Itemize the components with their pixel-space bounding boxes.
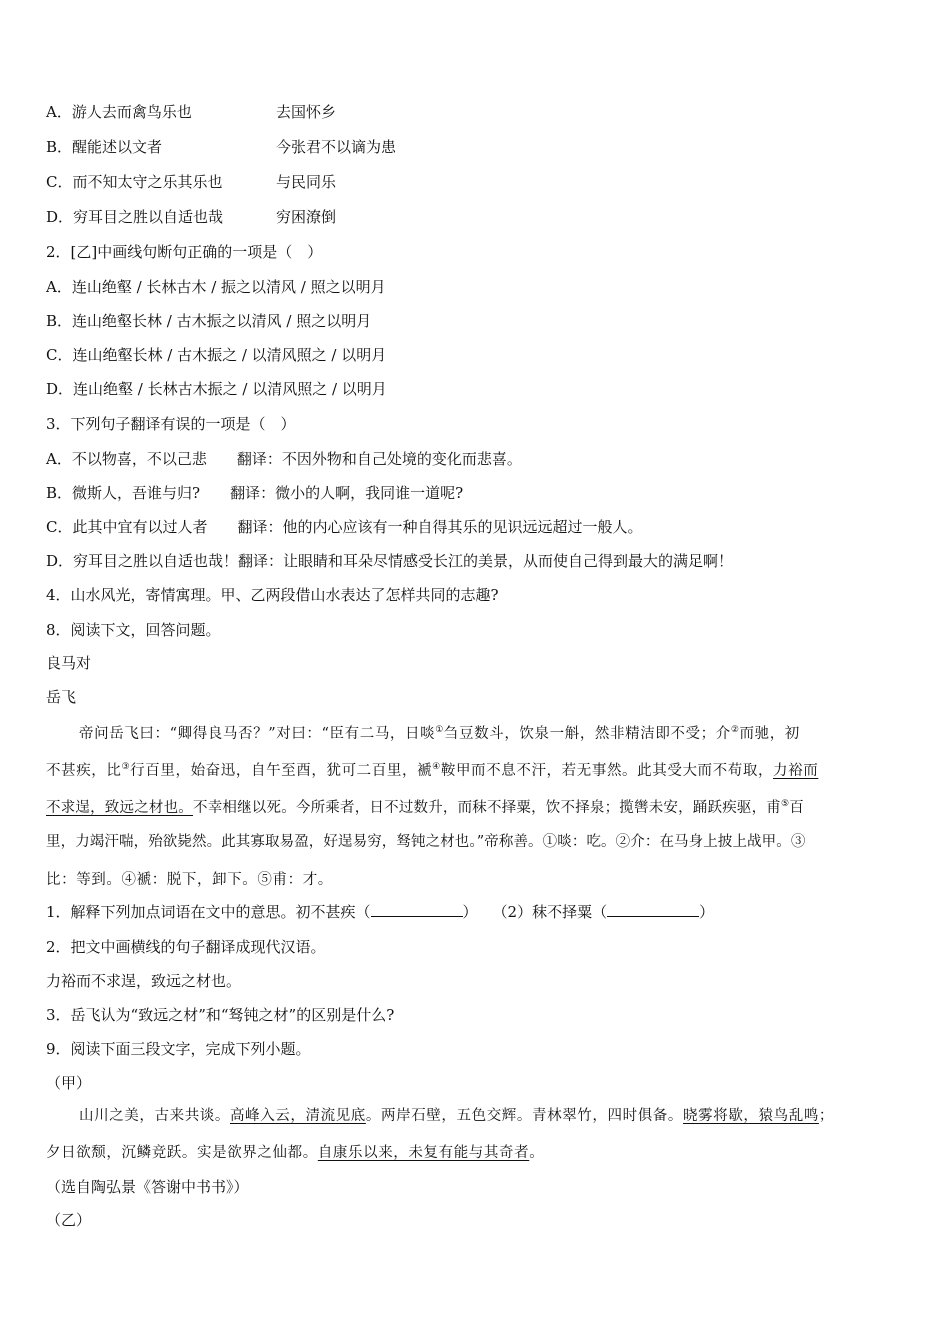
passage-text: 而驰，初 (739, 725, 800, 742)
q1-option-a (46, 102, 337, 122)
sub1-text: ） （2）秣不择粟（ (462, 903, 608, 921)
underlined-sentence: 晓雾将歇，猿鸟乱鸣 (683, 1108, 819, 1124)
underlined-sentence: 自康乐以来，未复有能与其奇者 (317, 1145, 530, 1161)
q1-option-b (46, 137, 397, 157)
passage-text: 不甚疾，比 (46, 762, 122, 779)
q8-sub1 (46, 902, 714, 922)
q9-stem: 9．阅读下面三段文字，完成下列小题。 (46, 1040, 311, 1058)
passage-text: 帝问岳飞曰：“卿得良马否？”对曰：“臣有二马，日啖 (79, 725, 436, 742)
footnote-marker: ③ (121, 762, 131, 772)
q1-option-a-right: 去国怀乡 (276, 103, 337, 121)
passage-text: 刍豆数斗，饮泉一斛，然非精洁即不受；介 (443, 725, 731, 742)
q2-option-b: B．连山绝壑长林 / 古木振之以清风 / 照之以明月 (46, 312, 372, 330)
answer-blank-1[interactable] (371, 902, 463, 917)
q4-stem: 4．山水风光，寄情寓理。甲、乙两段借山水表达了怎样共同的志趣? (46, 586, 499, 604)
q8-sub3: 3．岳飞认为“致远之材”和“驽钝之材”的区别是什么? (46, 1006, 395, 1024)
q3-option-c: C．此其中宜有以过人者 翻译：他的内心应该有一种自得其乐的见识远远超过一般人。 (46, 518, 643, 536)
passage-text: 。 (529, 1145, 545, 1161)
q8-sub2: 2．把文中画横线的句子翻译成现代汉语。 (46, 938, 326, 956)
underlined-sentence: 力裕而 (773, 762, 819, 779)
q2-option-d: D．连山绝壑 / 长林古木振之 / 以清风照之 / 以明月 (46, 380, 387, 398)
q1-option-d (46, 207, 337, 227)
q2-option-a: A．连山绝壑 / 长林古木 / 振之以清风 / 照之以明月 (46, 278, 386, 296)
q3-option-b: B．微斯人，吾谁与归? 翻译：微小的人啊，我同谁一道呢? (46, 484, 464, 502)
passage-text: 鞍甲而不息不汗，若无事然。此其受大而不苟取， (440, 762, 774, 779)
sub1-text: ） (699, 903, 715, 921)
q1-option-a-left: A．游人去而禽鸟乐也 (46, 103, 192, 121)
footnote-marker: ① (435, 725, 444, 735)
q8-stem: 8．阅读下文，回答问题。 (46, 621, 221, 639)
sub1-text: 1．解释下列加点词语在文中的意思。初不甚疾（ (46, 903, 371, 921)
footnote-marker: ⑤ (781, 799, 790, 809)
q3-option-d: D．穷耳目之胜以自适也哉！翻译：让眼睛和耳朵尽情感受长江的美景，从而使自己得到最大的满足啊！ (46, 552, 734, 570)
underlined-sentence: 不求逞，致远之材也。 (46, 799, 193, 816)
q1-option-b-left: B．醒能述以文者 (46, 138, 163, 156)
passage-text: 行百里，始奋迅，自午至酉，犹可二百里，褫 (130, 762, 433, 779)
passage-text: 山川之美，古来共谈。 (79, 1108, 230, 1124)
passage-text: ； (818, 1108, 835, 1124)
q8-sub2-sentence: 力裕而不求逞，致远之材也。 (46, 972, 242, 990)
q9-label-jia: （甲） (46, 1074, 92, 1092)
q8-passage-line-3 (46, 794, 908, 818)
q9-label-yi: （乙） (46, 1211, 92, 1229)
q1-option-c-right: 与民同乐 (276, 173, 337, 191)
q9-jia-line-1 (46, 1106, 941, 1126)
passage-text: 不幸相继以死。今所乘者，日不过数升，而秣不择粟，饮不择泉；揽辔未安，踊跃疾驱，甫 (193, 799, 781, 816)
underlined-sentence: 高峰入云，清流见底 (230, 1108, 366, 1124)
q8-passage-line-5: 比：等到。④褫：脱下，卸下。⑤甫：才。 (46, 872, 333, 888)
passage-text: 夕日欲颓，沉鳞竞跃。实是欲界之仙都。 (46, 1145, 318, 1161)
q1-option-c-left: C．而不知太守之乐其乐也 (46, 173, 223, 191)
passage-text: 百 (789, 799, 804, 816)
q2-option-c: C．连山绝壑长林 / 古木振之 / 以清风照之 / 以明月 (46, 346, 387, 364)
footnote-marker: ④ (432, 762, 441, 772)
footnote-marker: ② (730, 725, 740, 735)
q3-stem: 3．下列句子翻译有误的一项是（ ） (46, 415, 296, 433)
passage-text: 。两岸石壁，五色交辉。青林翠竹，四时俱备。 (365, 1108, 684, 1124)
q2-stem: 2．[乙]中画线句断句正确的一项是（ ） (46, 243, 323, 261)
q1-option-d-left: D．穷耳目之胜以自适也哉 (46, 208, 224, 226)
q1-option-c (46, 172, 337, 192)
answer-blank-2[interactable] (607, 902, 699, 917)
q8-passage-title: 良马对 (46, 654, 92, 672)
q8-passage-line-1 (46, 720, 941, 744)
q8-passage-line-4: 里，力竭汗喘，殆欲毙然。此其寡取易盈，好逞易穷，驽钝之材也。”帝称善。①啖：吃。②介：在马身上披上战甲。③ (46, 834, 806, 850)
q9-source: （选自陶弘景《答谢中书书》） (46, 1178, 249, 1196)
q1-option-b-right: 今张君不以谪为患 (276, 138, 397, 156)
q1-option-d-right: 穷困潦倒 (276, 208, 337, 226)
q9-jia-line-2 (46, 1143, 908, 1163)
q8-passage-author: 岳飞 (46, 688, 77, 706)
q3-option-a: A．不以物喜，不以己悲 翻译：不因外物和自己处境的变化而悲喜。 (46, 450, 522, 468)
q8-passage-line-2 (46, 757, 908, 781)
